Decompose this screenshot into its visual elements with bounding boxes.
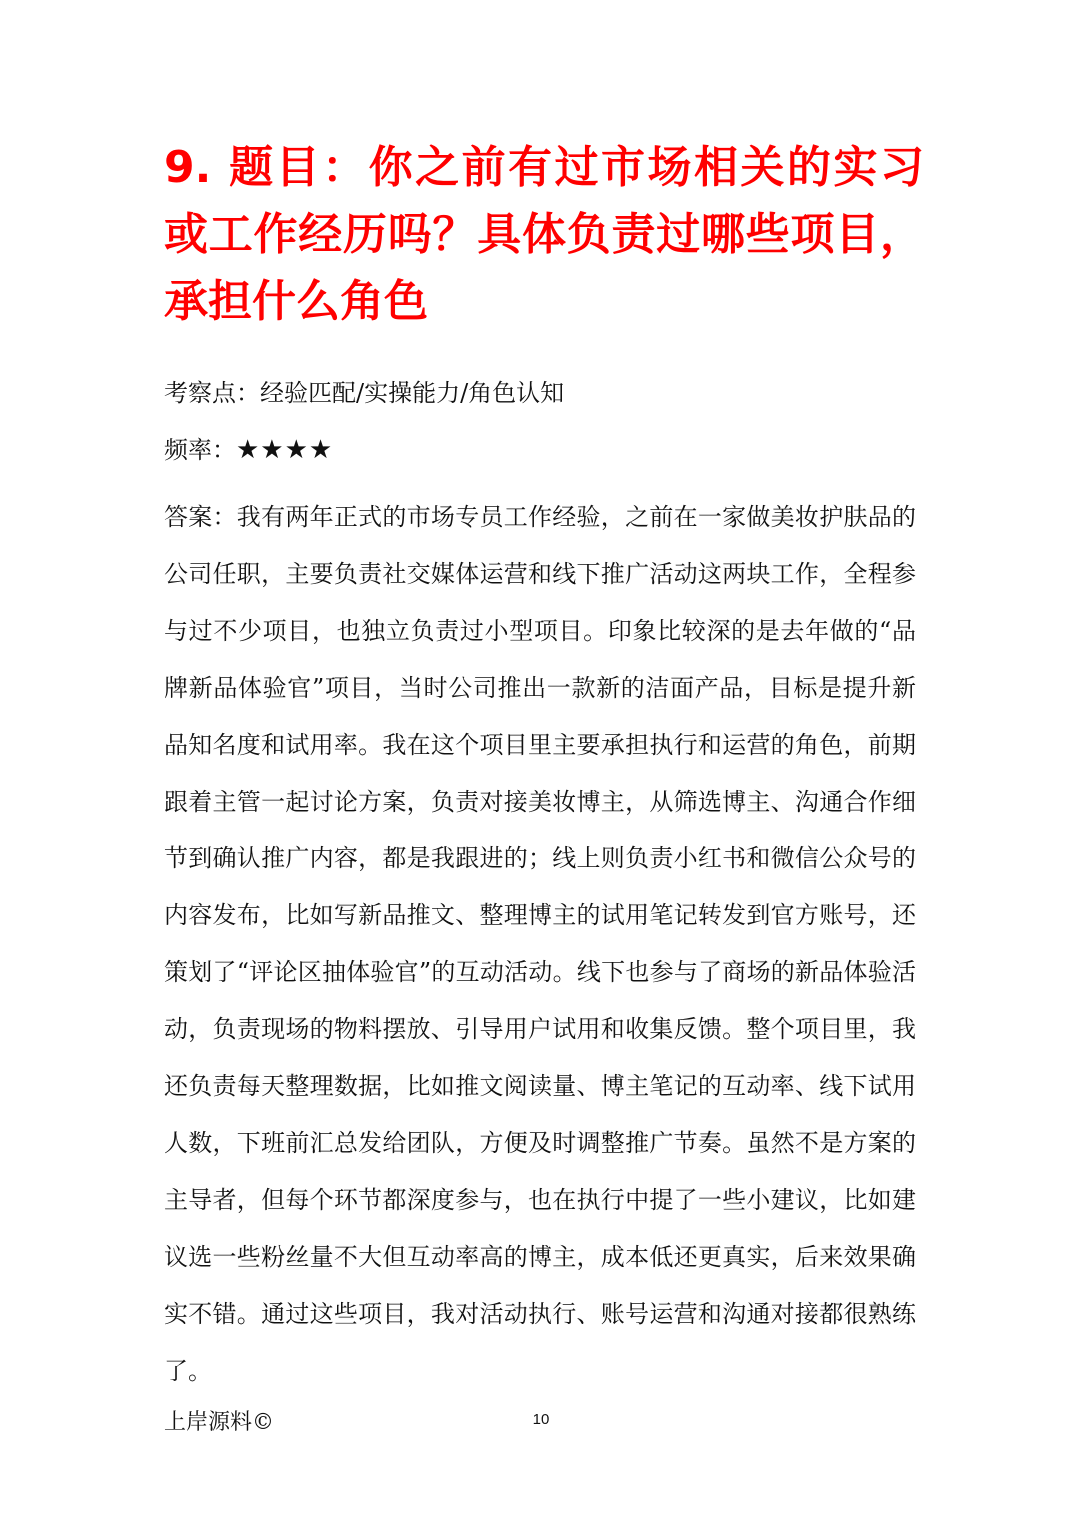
- question-heading: 9. 题目：你之前有过市场相关的实习或工作经历吗？具体负责过哪些项目，承担什么角色: [164, 142, 924, 327]
- frequency-label: 频率：: [164, 436, 236, 464]
- frequency-stars-icon: ★★★★: [236, 435, 334, 465]
- answer-text: 答案：我有两年正式的市场专员工作经验，之前在一家做美妆护肤品的公司任职，主要负责社交媒体运营和线下推广活动这两块工作，全程参与过不少项目，也独立负责过小型项目。印象比较深的是去年做的“品牌新品体验官”项目，当时公司推出一款新的洁面产品，目标是提升新品知名度和试用率。我在这个项目里主要承担执行和运营的角色，前期跟着主管一起讨论方案，负责对接美妆博主，从筛选博主、沟通合作细节到确认推广内容，都是我跟进的；线上则负责小红书和微信公众号的内容发布，比如写新品推文、整理博主的试用笔记转发到官方账号，还策划了“评论区抽体验官”的互动活动。线下也参与了商场的新品体验活动，负责现场的物料摆放、引导用户试用和收集反馈。整个项目里，我还负责每天整理数据，比如推文阅读量、博主笔记的互动率、线下试用人数，下班前汇总发给团队，方便及时调整推广节奏。虽然不是方案的主导者，但每个环节都深度参与，也在执行中提了一些小建议，比如建议选一些粉丝量不大但互动率高的博主，成本低还更真实，后来效果确实不错。通过这些项目，我对活动执行、账号运营和沟通对接都很熟练了。: [164, 503, 916, 1385]
- frequency-line: [164, 434, 333, 466]
- exam-points: 考察点：经验匹配/实操能力/角色认知: [164, 379, 565, 407]
- footer-brand: 上岸源料©: [164, 1410, 275, 1435]
- page-number: 10: [532, 1411, 550, 1428]
